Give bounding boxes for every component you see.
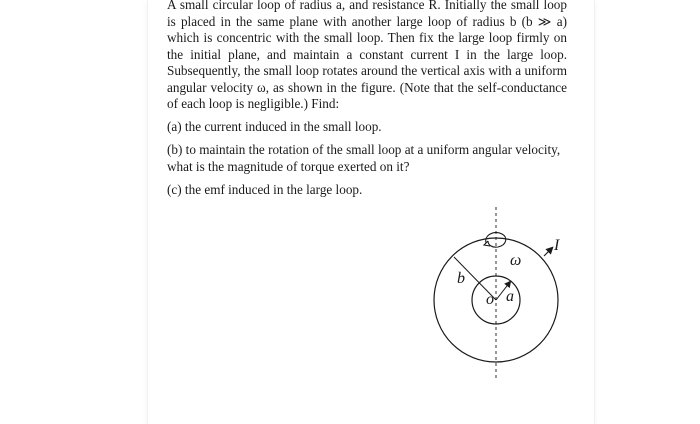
label-b: b xyxy=(457,270,465,287)
label-current: I xyxy=(554,237,560,254)
part-c: (c) the emf induced in the large loop. xyxy=(167,182,363,197)
label-a: a xyxy=(506,288,514,305)
label-o: o xyxy=(486,291,494,308)
problem-text xyxy=(167,0,567,199)
document-page xyxy=(148,0,594,424)
part-b: (b) to maintain the rotation of the small loop at a uniform angular velocity, what is the magnitude of torque exerted on it? xyxy=(167,142,561,174)
problem-intro: A small circular loop of radius a, and resistance R. Initially the small loop is placed in the same plane with another large loop of radius b (b ≫ a) which is concentric with the small loop. Then fix the large loop firmly on the initial plane, and maintain a constant current I in the large loop. Subsequently, the small loop rotates around the vertical axis with a uniform angular velocity ω, as shown in the figure. (Note that the self-conductance of each loop is negligible.) Find: xyxy=(167,0,567,111)
loop-figure xyxy=(428,205,568,385)
current-arrow xyxy=(544,248,552,256)
label-omega: ω xyxy=(510,252,522,269)
part-a: (a) the current induced in the small loop. xyxy=(167,118,382,134)
